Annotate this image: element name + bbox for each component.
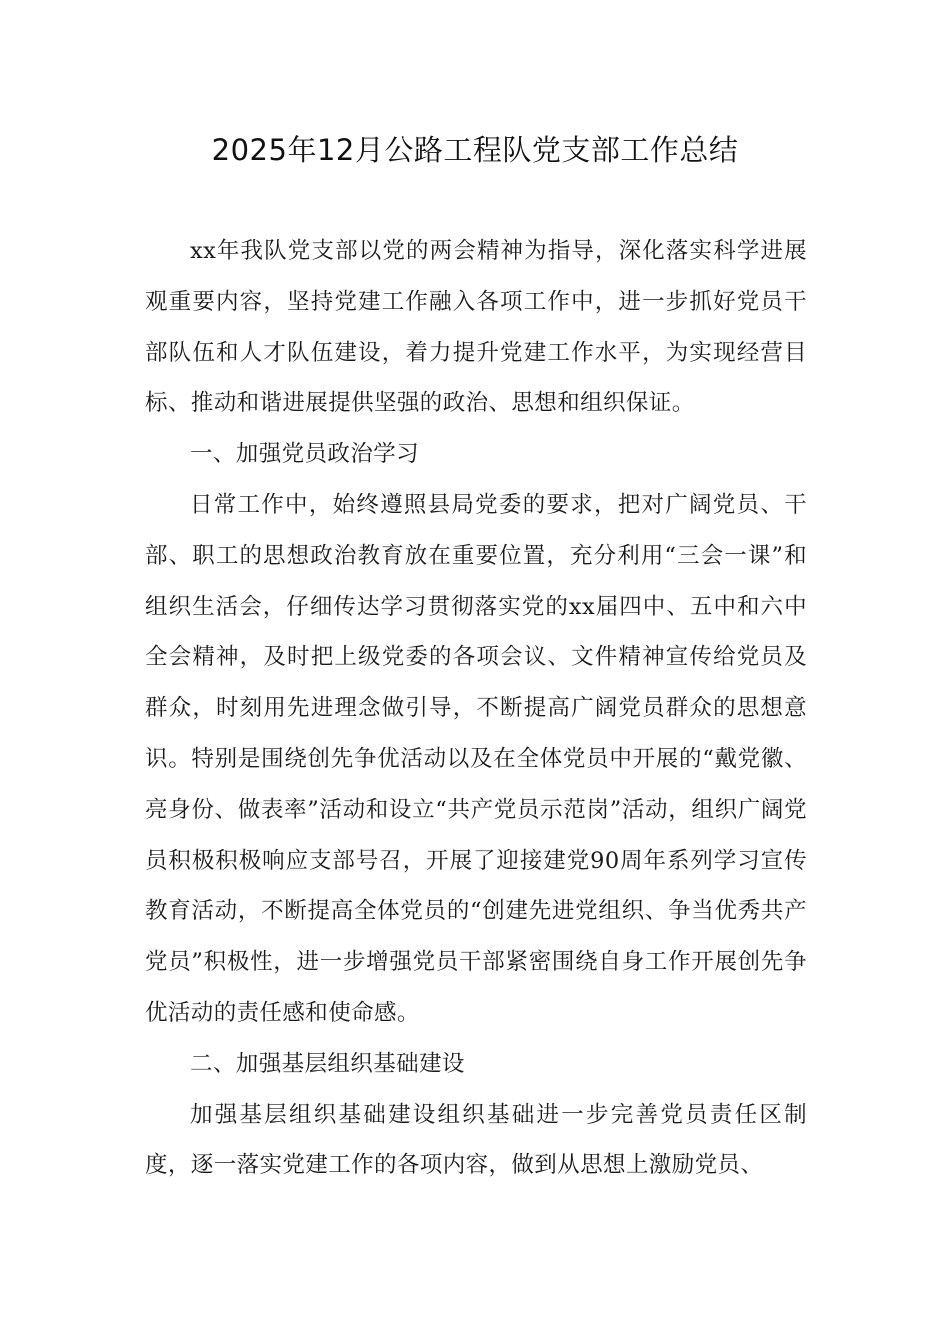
section-2-paragraph: 加强基层组织基础建设组织基础进一步完善党员责任区制度，逐一落实党建工作的各项内容，做到从思想上激励党员、 <box>145 1101 807 1179</box>
section-heading-2: 二、加强基层组织基础建设 <box>190 1050 465 1077</box>
section-1-paragraph: 日常工作中，始终遵照县局党委的要求，把对广阔党员、干部、职工的思想政治教育放在重要位置，充分利用“三会一课”和组织生活会，仔细传达学习贯彻落实党的xx届四中、五中和六中全会精神，及时把上级党委的各项会议、文件精神宣传给党员及群众，时刻用先进理念做引导，不断提高广阔党员群众的思想意识。特别是围绕创先争优活动以及在全体党员中开展的“戴党徽、亮身份、做表率”活动和设立“共产党员示范岗”活动，组织广阔党员积极积极响应支部号召，开展了迎接建党90周年系列学习宣传教育活动，不断提高全体党员的“创建先进党组织、争当优秀共产党员”积极性，进一步增强党员干部紧密围绕自身工作开展创先争优活动的责任感和使命感。 <box>145 491 807 1026</box>
intro-paragraph: xx年我队党支部以党的两会精神为指导，深化落实科学进展观重要内容，坚持党建工作融入各项工作中，进一步抓好党员干部队伍和人才队伍建设，着力提升党建工作水平，为实现经营目标、推动和谐进展提供坚强的政治、思想和组织保证。 <box>145 238 807 417</box>
document-body <box>145 226 807 1191</box>
document-title: 2025年12月公路工程队党支部工作总结 <box>211 133 739 167</box>
section-heading-1: 一、加强党员政治学习 <box>190 441 420 468</box>
